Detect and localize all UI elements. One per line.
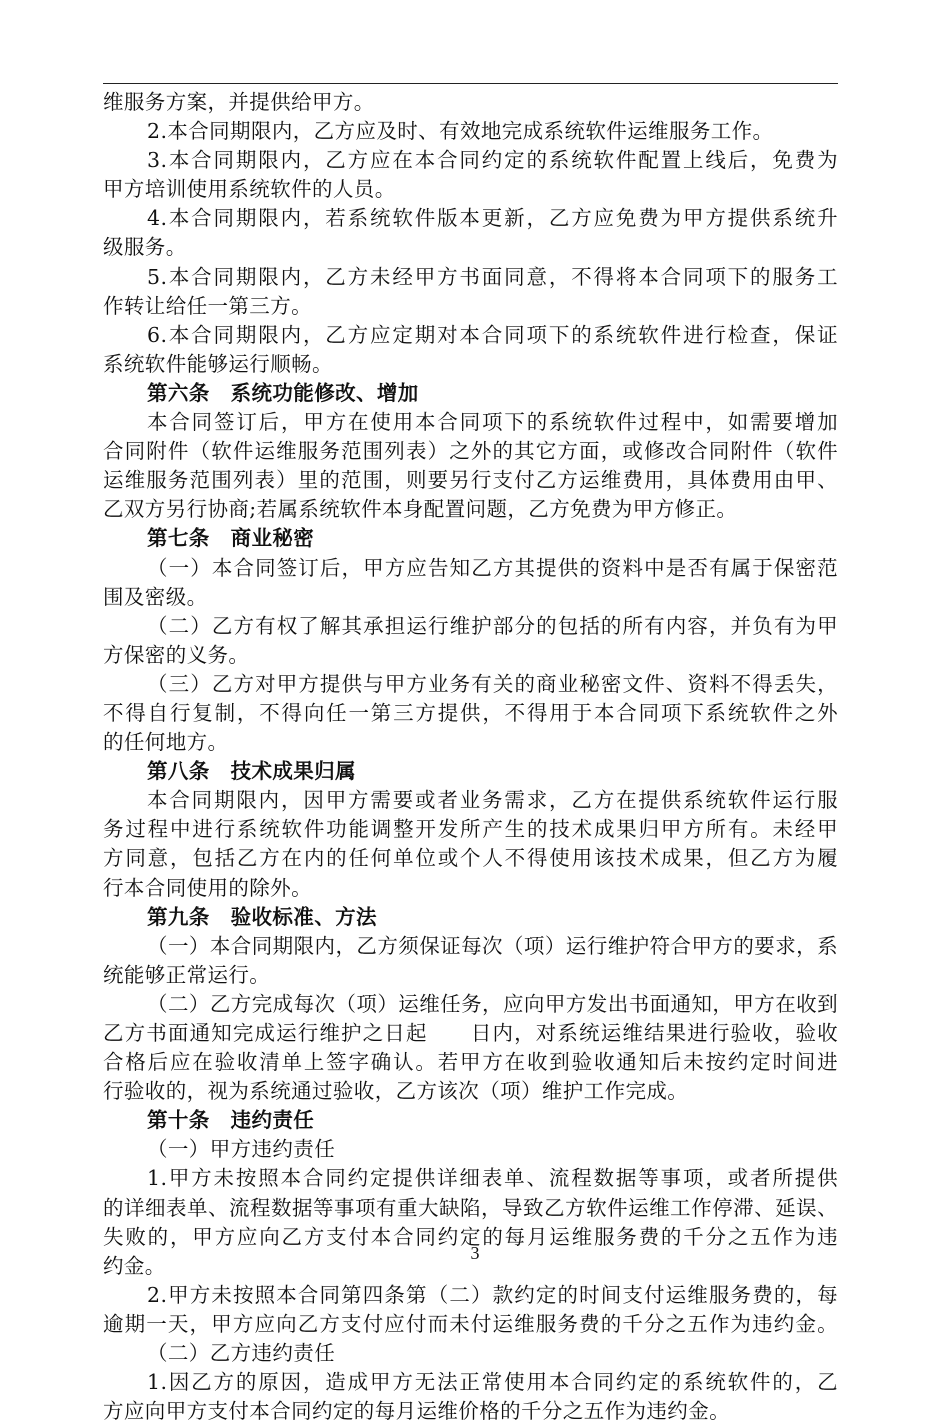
text-line: 合格后应在验收清单上签字确认。若甲方在收到验收通知后未按约定时间进 — [103, 1050, 838, 1075]
text-line: 作转让给任一第三方。 — [103, 293, 312, 318]
page-number: 3 — [470, 1243, 480, 1263]
text-line: （一）本合同期限内，乙方须保证每次（项）运行维护符合甲方的要求，系 — [147, 933, 838, 958]
text-line: （二）乙方完成每次（项）运维任务，应向甲方发出书面通知，甲方在收到 — [147, 991, 838, 1016]
text-line: 4.本合同期限内，若系统软件版本更新，乙方应免费为甲方提供系统升 — [147, 206, 838, 231]
text-line: 5.本合同期限内，乙方未经甲方书面同意，不得将本合同项下的服务工 — [147, 264, 838, 289]
text-line: 失败的，甲方应向乙方支付本合同约定的每月运维服务费的千分之五作为违 — [103, 1224, 838, 1249]
text-line: 的任何地方。 — [103, 730, 229, 755]
text-line: 围及密级。 — [103, 584, 208, 609]
text-line: 方应向甲方支付本合同约定的每月运维价格的千分之五作为违约金。 — [103, 1399, 730, 1424]
text-line: 1.因乙方的原因，造成甲方无法正常使用本合同约定的系统软件的，乙 — [147, 1370, 838, 1395]
text-line: 统能够正常运行。 — [103, 962, 271, 987]
text-line: 1.甲方未按照本合同约定提供详细表单、流程数据等事项，或者所提供 — [147, 1166, 838, 1191]
section-heading: 第六条 系统功能修改、增加 — [147, 380, 419, 405]
text-line: （三）乙方对甲方提供与甲方业务有关的商业秘密文件、资料不得丢失， — [147, 671, 838, 696]
text-line: 行验收的，视为系统通过验收，乙方该次（项）维护工作完成。 — [103, 1079, 689, 1104]
text-line: 本合同期限内，因甲方需要或者业务需求，乙方在提供系统软件运行服 — [147, 788, 838, 813]
text-line: （二）乙方有权了解其承担运行维护部分的包括的所有内容，并负有为甲 — [147, 613, 838, 638]
text-line: 本合同签订后，甲方在使用本合同项下的系统软件过程中，如需要增加 — [147, 410, 838, 435]
text-line: 的详细表单、流程数据等事项有重大缺陷，导致乙方软件运维工作停滞、延误、 — [103, 1195, 838, 1220]
text-line: 务过程中进行系统软件功能调整开发所产生的技术成果归甲方所有。未经甲 — [103, 817, 838, 842]
header-rule — [103, 83, 838, 84]
text-line: 合同附件（软件运维服务范围列表）之外的其它方面，或修改合同附件（软件 — [103, 439, 838, 464]
text-line: 乙双方另行协商;若属系统软件本身配置问题，乙方免费为甲方修正。 — [103, 497, 738, 522]
section-heading: 第七条 商业秘密 — [147, 526, 315, 551]
text-line: 甲方培训使用系统软件的人员。 — [103, 177, 396, 202]
text-line: 方同意，包括乙方在内的任何单位或个人不得使用该技术成果，但乙方为履 — [103, 846, 838, 871]
text-line: 乙方书面通知完成运行维护之日起 日内，对系统运维结果进行验收，验收 — [103, 1021, 838, 1045]
text-line: 运维服务范围列表）里的范围，则要另行支付乙方运维费用，具体费用由甲、 — [103, 468, 838, 493]
text-line: 维服务方案，并提供给甲方。 — [103, 90, 375, 114]
text-line: 3.本合同期限内，乙方应在本合同约定的系统软件配置上线后，免费为 — [147, 148, 838, 173]
text-line: 逾期一天，甲方应向乙方支付应付而未付运维服务费的千分之五作为违约金。 — [103, 1311, 838, 1336]
text-line: （二）乙方违约责任 — [147, 1341, 336, 1366]
section-heading: 第九条 验收标准、方法 — [147, 904, 377, 929]
text-line: 方保密的义务。 — [103, 642, 250, 667]
text-line: 2.甲方未按照本合同第四条第（二）款约定的时间支付运维服务费的，每 — [147, 1282, 838, 1307]
text-line: （一）本合同签订后，甲方应告知乙方其提供的资料中是否有属于保密范 — [147, 555, 838, 580]
text-line: 不得自行复制，不得向任一第三方提供，不得用于本合同项下系统软件之外 — [103, 700, 838, 725]
section-heading: 第十条 违约责任 — [147, 1108, 315, 1133]
text-line: 级服务。 — [103, 235, 187, 260]
section-heading: 第八条 技术成果归属 — [147, 759, 356, 784]
text-line: 2.本合同期限内，乙方应及时、有效地完成系统软件运维服务工作。 — [147, 119, 774, 144]
text-line: 6.本合同期限内，乙方应定期对本合同项下的系统软件进行检查，保证 — [147, 322, 838, 347]
text-line: 行本合同使用的除外。 — [103, 875, 312, 900]
text-line: 约金。 — [103, 1253, 166, 1278]
document-body — [103, 88, 838, 1426]
text-line: （一）甲方违约责任 — [147, 1137, 336, 1162]
text-line: 系统软件能够运行顺畅。 — [103, 351, 333, 376]
